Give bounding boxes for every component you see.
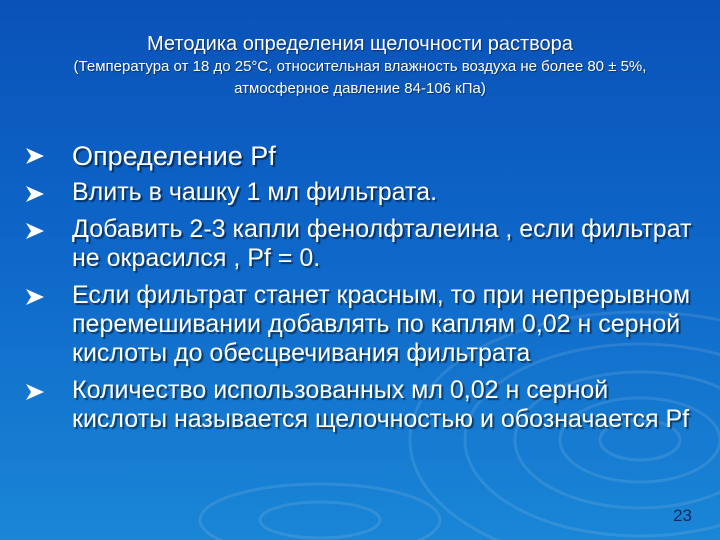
arrow-bullet-icon: [24, 382, 46, 402]
slide-subtitle: (Температура от 18 до 25°С, относительная влажность воздуха не более 80 ± 5%, атмосферное давление 84-106 кПа): [73, 58, 647, 97]
bullet-list: [22, 140, 692, 442]
arrow-bullet-icon: [24, 221, 46, 241]
bullet-text: Если фильтрат станет красным, то при непрерывном перемешивании добавлять по каплям 0,02 н серной кислоты до обесцвечивания фильтрата: [72, 281, 691, 367]
page-number: 23: [673, 506, 692, 525]
bullet-text: Определение Pf: [72, 141, 276, 171]
title-block: [30, 32, 690, 100]
arrow-bullet-icon: [24, 287, 46, 307]
slide-title: Методика определения щелочности раствора: [147, 33, 573, 55]
bullet-item: [22, 281, 692, 368]
bullet-text: Влить в чашку 1 мл фильтрата.: [72, 178, 438, 206]
arrow-bullet-icon: [24, 146, 46, 166]
bullet-item: [22, 178, 692, 207]
bullet-item: [22, 376, 692, 434]
bullet-item: [22, 140, 692, 172]
bullet-text: Добавить 2-3 капли фенолфталеина , если фильтрат не окрасился , Pf = 0.: [72, 215, 692, 272]
bullet-text: Количество использованных мл 0,02 н серной кислоты называется щелочностью и обозначается Pf: [72, 376, 690, 433]
bullet-item: [22, 215, 692, 273]
arrow-bullet-icon: [24, 184, 46, 204]
